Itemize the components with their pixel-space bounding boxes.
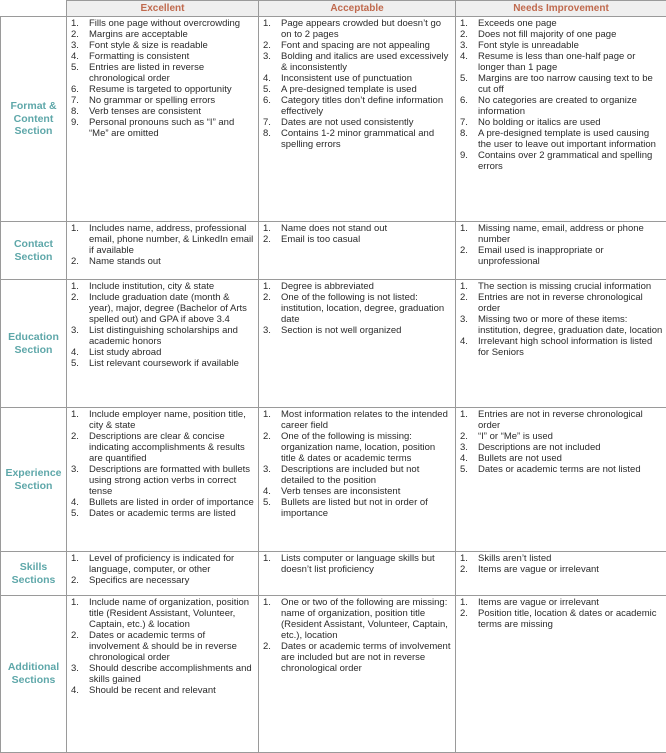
section-label: Contact Section <box>1 222 67 280</box>
criteria-item: Should be recent and relevant <box>89 685 216 696</box>
acceptable-list <box>260 18 452 150</box>
needs-improvement-list <box>457 597 663 630</box>
section-row-additional-sections <box>1 596 666 753</box>
criteria-item: Inconsistent use of punctuation <box>281 73 412 84</box>
header-excellent: Excellent <box>67 1 259 17</box>
needs-improvement-cell <box>456 222 666 280</box>
criteria-item: Dates or academic terms are not listed <box>478 464 641 475</box>
needs-improvement-cell <box>456 280 666 408</box>
rubric-body <box>1 17 666 753</box>
header-needs-improvement: Needs Improvement <box>456 1 666 17</box>
criteria-item: List distinguishing scholarships and academic honors <box>89 325 238 347</box>
criteria-item: No categories are created to organize information <box>478 95 637 117</box>
criteria-item: No grammar or spelling errors <box>89 95 216 106</box>
criteria-item: One or two of the following are missing: name of organization, position title (Resident Assistant, Volunteer, Captain, etc.), location <box>281 597 448 641</box>
criteria-item: One of the following is not listed: institution, location, degree, graduation date <box>281 292 445 325</box>
criteria-item: Items are vague or irrelevant <box>478 597 599 608</box>
criteria-item: Level of proficiency is indicated for language, computer, or other <box>89 553 235 575</box>
excellent-cell <box>67 408 259 552</box>
criteria-item: List relevant coursework if available <box>89 358 239 369</box>
criteria-item: Verb tenses are consistent <box>89 106 201 117</box>
acceptable-list <box>260 553 452 575</box>
excellent-cell <box>67 596 259 753</box>
criteria-item: Email is too casual <box>281 234 361 245</box>
criteria-item: Missing name, email, address or phone number <box>478 223 644 245</box>
criteria-item: Most information relates to the intended career field <box>281 409 448 431</box>
criteria-item: Include institution, city & state <box>89 281 215 292</box>
criteria-item: “I” or “Me” is used <box>478 431 553 442</box>
excellent-cell <box>67 552 259 596</box>
acceptable-cell <box>259 596 456 753</box>
needs-improvement-cell <box>456 408 666 552</box>
needs-improvement-list <box>457 553 663 575</box>
section-row-contact-section <box>1 222 666 280</box>
criteria-item: The section is missing crucial information <box>478 281 652 292</box>
section-label: Format & Content Section <box>1 17 67 222</box>
criteria-item: Bolding and italics are used excessively & inconsistently <box>281 51 449 73</box>
criteria-item: No bolding or italics are used <box>478 117 601 128</box>
acceptable-cell <box>259 408 456 552</box>
criteria-item: Name stands out <box>89 256 161 267</box>
excellent-list <box>68 597 255 696</box>
criteria-item: Email used is inappropriate or unprofessional <box>478 245 604 267</box>
criteria-item: Bullets are not used <box>478 453 562 464</box>
criteria-item: Should describe accomplishments and skills gained <box>89 663 252 685</box>
criteria-item: Name does not stand out <box>281 223 388 234</box>
criteria-item: Bullets are listed but not in order of importance <box>281 497 428 519</box>
section-row-experience-section <box>1 408 666 552</box>
criteria-item: Verb tenses are inconsistent <box>281 486 401 497</box>
needs-improvement-list <box>457 18 663 172</box>
needs-improvement-list <box>457 409 663 475</box>
needs-improvement-list <box>457 281 663 358</box>
needs-improvement-cell <box>456 552 666 596</box>
criteria-item: Dates or academic terms of involvement & should be in reverse chronological order <box>89 630 237 663</box>
criteria-item: Category titles don’t define information effectively <box>281 95 444 117</box>
criteria-item: Does not fill majority of one page <box>478 29 617 40</box>
acceptable-list <box>260 597 452 674</box>
section-label: Experience Section <box>1 408 67 552</box>
criteria-item: Descriptions are formatted with bullets using strong action verbs in correct tense <box>89 464 251 497</box>
criteria-item: Font style is unreadable <box>478 40 579 51</box>
criteria-item: Margins are too narrow causing text to be cut off <box>478 73 653 95</box>
acceptable-cell <box>259 280 456 408</box>
acceptable-cell <box>259 17 456 222</box>
corner-cell <box>1 1 67 17</box>
needs-improvement-cell <box>456 17 666 222</box>
section-row-skills-sections <box>1 552 666 596</box>
criteria-item: Section is not well organized <box>281 325 402 336</box>
criteria-item: Degree is abbreviated <box>281 281 374 292</box>
criteria-item: Specifics are necessary <box>89 575 190 586</box>
criteria-item: Entries are not in reverse chronological order <box>478 409 643 431</box>
criteria-item: Skills aren’t listed <box>478 553 552 564</box>
acceptable-cell <box>259 552 456 596</box>
section-label: Skills Sections <box>1 552 67 596</box>
criteria-item: Descriptions are clear & concise indicating accomplishments & results are quantified <box>89 431 245 464</box>
criteria-item: Dates are not used consistently <box>281 117 414 128</box>
criteria-item: Bullets are listed in order of importance <box>89 497 254 508</box>
section-label: Additional Sections <box>1 596 67 753</box>
criteria-item: Dates or academic terms are listed <box>89 508 236 519</box>
criteria-item: Exceeds one page <box>478 18 557 29</box>
criteria-item: Contains over 2 grammatical and spelling errors <box>478 150 653 172</box>
criteria-item: Entries are not in reverse chronological order <box>478 292 643 314</box>
criteria-item: Fills one page without overcrowding <box>89 18 241 29</box>
criteria-item: List study abroad <box>89 347 162 358</box>
criteria-item: A pre-designed template is used causing the user to leave out important information <box>478 128 656 150</box>
criteria-item: Margins are acceptable <box>89 29 188 40</box>
criteria-item: Contains 1-2 minor grammatical and spelling errors <box>281 128 435 150</box>
excellent-cell <box>67 280 259 408</box>
criteria-item: Lists computer or language skills but doesn’t list proficiency <box>281 553 435 575</box>
header-acceptable: Acceptable <box>259 1 456 17</box>
criteria-item: Descriptions are not included <box>478 442 601 453</box>
criteria-item: Entries are listed in reverse chronological order <box>89 62 205 84</box>
criteria-item: Missing two or more of these items: institution, degree, graduation date, location <box>478 314 663 336</box>
excellent-list <box>68 223 255 267</box>
criteria-item: Irrelevant high school information is listed for Seniors <box>478 336 653 358</box>
excellent-list <box>68 553 255 586</box>
criteria-item: Font and spacing are not appealing <box>281 40 430 51</box>
criteria-item: Include employer name, position title, city & state <box>89 409 246 431</box>
criteria-item: Page appears crowded but doesn’t go on to 2 pages <box>281 18 442 40</box>
criteria-item: Resume is less than one-half page or longer than 1 page <box>478 51 636 73</box>
acceptable-list <box>260 281 452 336</box>
excellent-list <box>68 281 255 369</box>
criteria-item: Includes name, address, professional email, phone number, & LinkedIn email if available <box>89 223 254 256</box>
criteria-item: Formatting is consistent <box>89 51 190 62</box>
criteria-item: Font style & size is readable <box>89 40 208 51</box>
excellent-list <box>68 409 255 519</box>
criteria-item: Descriptions are included but not detailed to the position <box>281 464 420 486</box>
section-row-education-section <box>1 280 666 408</box>
criteria-item: Dates or academic terms of involvement are included but are not in reverse chronological order <box>281 641 451 674</box>
criteria-item: A pre-designed template is used <box>281 84 417 95</box>
criteria-item: Position title, location & dates or academic terms are missing <box>478 608 657 630</box>
criteria-item: One of the following is missing: organization name, location, position title & dates or academic terms <box>281 431 436 464</box>
section-row-format-and-content-section <box>1 17 666 222</box>
needs-improvement-list <box>457 223 663 267</box>
header-row <box>1 1 666 17</box>
excellent-list <box>68 18 255 139</box>
criteria-item: Items are vague or irrelevant <box>478 564 599 575</box>
excellent-cell <box>67 222 259 280</box>
excellent-cell <box>67 17 259 222</box>
needs-improvement-cell <box>456 596 666 753</box>
acceptable-list <box>260 223 452 245</box>
criteria-item: Include graduation date (month & year), major, degree (Bachelor of Arts spelled out) and GPA if above 3.4 <box>89 292 247 325</box>
acceptable-list <box>260 409 452 519</box>
criteria-item: Resume is targeted to opportunity <box>89 84 232 95</box>
criteria-item: Include name of organization, position title (Resident Assistant, Volunteer, Captain, etc.) & location <box>89 597 250 630</box>
criteria-item: Personal pronouns such as “I” and “Me” are omitted <box>89 117 235 139</box>
acceptable-cell <box>259 222 456 280</box>
section-label: Education Section <box>1 280 67 408</box>
